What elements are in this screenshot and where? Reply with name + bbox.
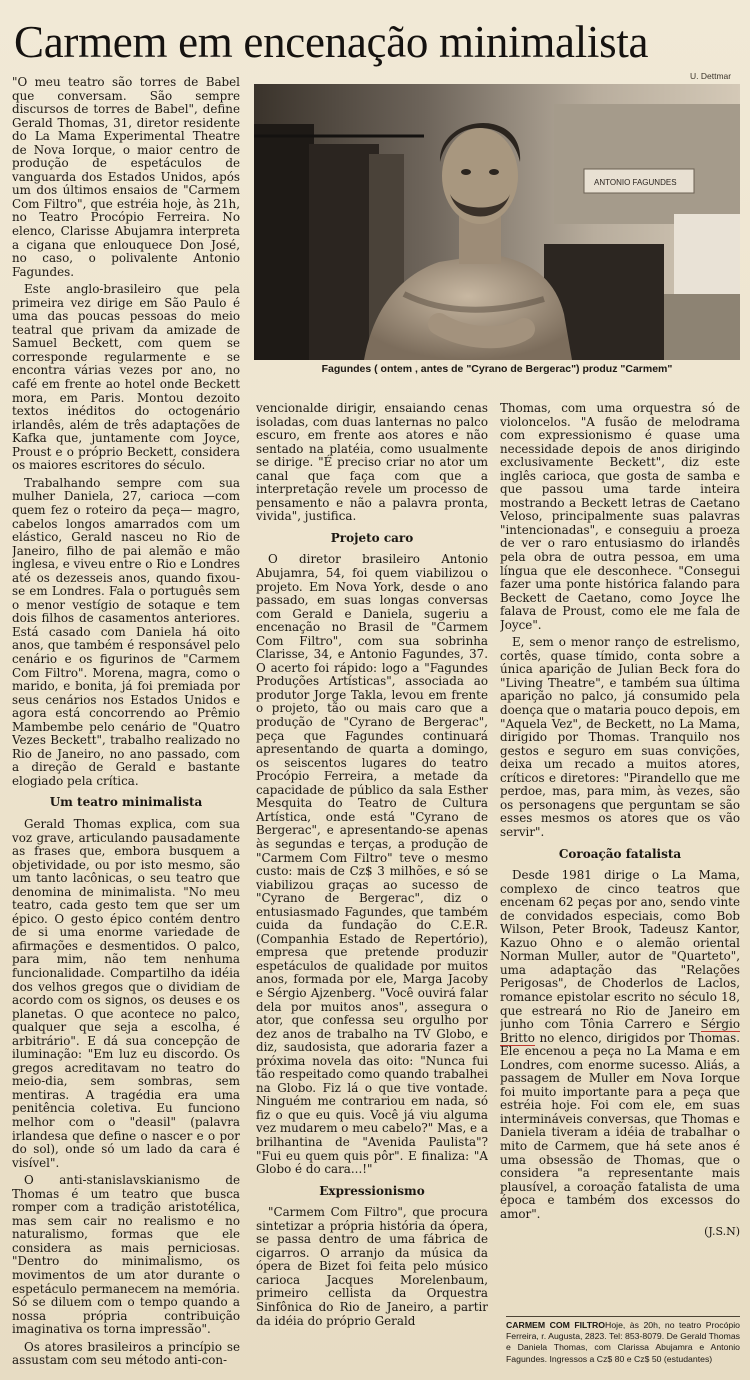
paragraph: E, sem o menor ranço de estrelismo, cortês, quase tímido, conta sobre a única aparição de Julian Beck fora do "Living Theatre", e também sua última aparição no palco, já consumido pela doença que o mataria pouco depois, em "Aquela Vez", de Beckett, no La Mama, dirigido por Thomas. Tranquilo nos gestos e seguro em suas convições, deixa um recado a muitos atores, críticos e diretores: "Pirandello que me perdoe, mas, para mim, às vezes, são os personagens que perguntam se são esses mesmos os atores que os vão servir". [500, 635, 740, 839]
paragraph: Gerald Thomas explica, com sua voz grave, articulando pausadamente as frases que, embora busquem a objetividade, ou por isto mesmo, são um tanto lacônicas, o seu teatro que denomina de minimalista. "No meu teatro, cada gesto tem que ser um épico. O gesto épico contém dentro de si uma enorme variedade de afirmações e desmentidos. O palco, para mim, não tem nenhuma funcionalidade. Compartilho da idéia dos velhos gregos que o dividiam de acordo com os signos, os deuses e os planetas. O que acontece no palco, qualquer que seja a escolha, é arbitrário". E dá sua concepção de iluminação: "Em luz eu discordo. Os gregos acreditavam no teatro do meio-dia, sem sombras, sem mentiras. A tragédia era uma penitência coletiva. Eu funciono melhor com o "deasil" (palavra irlandesa que define o nascer e o por do sol), onde só um lado da cara é visível". [12, 816, 240, 1170]
divider-line [506, 1316, 740, 1317]
text-run: no elenco, dirigidos por Thomas. Ele encenou a peça no La Mama e em Londres, com enorme sucesso. Aliás, a passagem de Muller em Nova Iorque foi muito importante para a peça que estréia hoje. Foi com ele, em suas intermináveis conversas, que Thomas e Daniela tiveram a idéia de trabalhar o mito de Carmem, que há sete anos é uma obsessão de Thomas, que o considera "a representante mais plausível, a coroação fatalista de uma época e também dos excessos do amor". [500, 1030, 740, 1221]
paragraph: vencionalde dirigir, ensaiando cenas isoladas, com duas lanternas no palco escuro, em frente aos atores e não sentado na platéia, como usualmente se dirige. "É preciso criar no ator um canal que faça com que a interpretação revele um processo de pensamento e não a palavra pronta, vivida", justifica. [256, 402, 488, 524]
headline: Carmem em encenação minimalista [14, 17, 649, 67]
underlined-name: Sérgio Britto [500, 1017, 740, 1045]
photo-sign-label: ANTONIO FAGUNDES [594, 178, 677, 187]
paragraph: Trabalhando sempre com sua mulher Daniela, 27, carioca —com quem fez o roteiro da peça— magro, cabelos longos amarrados com um elástico, Gerald nasceu no Rio de Janeiro, filho de pai alemão e mão inglesa, e viveu entre o Rio e Londres até os dezesseis anos, quando fixou-se em Londres. Fala o português sem o menor vestígio de sotaque e tem dois filhos de casamentos anteriores. Está casado com Daniela há oito anos, que também é responsável pelo cenário e os figurinos de "Carmem Com Filtro". Morena, magra, como o marido, e bonita, já foi premiada por seus cenários nos Estados Unidos e agora está concorrendo ao Prêmio Mambembe pelo cenário de "Quatro Vezes Beckett", trabalho realizado no Rio de Janeiro, no ano passado, com a direção de Gerald e bastante elogiado pela crítica. [12, 475, 240, 788]
event-info-title: CARMEM COM FILTRO [506, 1320, 606, 1330]
paragraph: Este anglo-brasileiro que pela primeira vez dirige em São Paulo é uma das poucas pessoas do meio teatral que privam da amizade de Samuel Beckett, com quem se corresponde regularmente e se encontra várias vezes por ano, no café em frente ao hotel onde Beckett mora, em Paris. Montou dezoito textos inéditos do octogenário irlandês, além de três adaptações de Kafka que, juntamente com Joyce, Proust e o próprio Beckett, considera os maiores escritores do século. [12, 282, 240, 473]
photograph [254, 84, 740, 360]
text-run: Desde 1981 dirige o La Mama, complexo de cinco teatros que encenam 62 peças por ano, sendo vinte de convidados especiais, como Bob Wilson, Peter Brook, Tadeusz Kantor, Kazuo Ohno e o alemão oriental Norman Muller, autor de "Quarteto", uma adaptação das "Relações Perigosas", de Choderlos de Laclos, romance epistolar escrito no século 18, que estreará no Rio de Janeiro em junho com Tônia Carrero e [500, 868, 740, 1032]
photo-illustration [254, 84, 740, 360]
subheading: Expressionismo [319, 1183, 425, 1198]
subheading: Projeto caro [330, 530, 414, 545]
column-1 [12, 76, 240, 1376]
paragraph [500, 869, 740, 1221]
paragraph: Os atores brasileiros a princípio se assustam com seu método anti-con- [12, 1339, 240, 1368]
paragraph: O diretor brasileiro Antonio Abujamra, 54, foi quem viabilizou o projeto. Em Nova York, desde o ano passado, em suas longas conversas com Gerald e Daniela, sugeriu a encenação no Brasil de "Carmem Com Filtro", com sua sobrinha Clarisse, 34, e Antonio Fagundes, 37. O acerto foi rápido: logo a "Fagundes Produções Artísticas", associada ao produtor Jorge Takla, levou em frente o projeto, tão ou mais caro que a produção de "Cyrano de Bergerac", peça que Fagundes continuará apresentando de quarta a domingo, os seiscentos lugares do teatro Procópio Ferreira, a metade da capacidade de público da sala Esther Mesquita do Teatro de Cultura Artística, onde está "Cyrano de Bergerac", e apresentando-se apenas às segundas e terças, a produção de "Carmem Com Filtro" teve o mesmo custo: mais de Cz$ 3 milhões, e só se viabilizou graças ao sucesso de "Cyrano de Bergerac", diz o entusiasmado Fagundes, que também cuida da fundação do C.E.R. (Companhia Estado de Repertório), empresa que pretende produzir espetáculos de qualidade por muitos anos, formada por ele, Marga Jacoby e Sérgio Ajzenberg. "Você ouvirá falar dela por muitos anos", assegura o ator, que confessa seu orgulho por dez anos de trabalho na TV Globo, e diz, saudosista, que adoraria fazer a próxima novela das oito: "Nunca fui tão respeitado como quando trabalhei na Globo. Fiz lá o que tive vontade. Ninguém me contrariou em nada, só fiz o que eu quis. Você já viu alguma vez mudarem o meu cabelo?" Mas, e a brilhantina de "Avenida Paulista"? "Fui eu quem quis pôr". E finaliza: "A Globo é do cara...!" [256, 552, 488, 1177]
photo-credit: U. Dettmar [690, 71, 732, 81]
paragraph: "Carmem Com Filtro", que procura sintetizar a própria história da ópera, se passa dentro de uma fábrica de cigarros. O arranjo da música da ópera de Bizet foi feita pelo músico carioca Jacques Morelenbaum, primeiro cellista da Orquestra Sinfônica do Rio de Janeiro, a partir da idéia do próprio Gerald [256, 1205, 488, 1328]
paragraph: O anti-stanislavskianismo de Thomas é um teatro que busca romper com a tradição aristotélica, mas sem cair no realismo e no naturalismo, formas que ele considera as mais perniciosas. "Dentro do minimalismo, os movimentos de um ator durante o espetáculo permanecem na memória. Só se diluem com o tempo quando a nossa própria contribuição imaginativa os torna impressão". [12, 1173, 240, 1337]
author-signature: (J.S.N) [704, 1225, 740, 1239]
paragraph: "O meu teatro são torres de Babel que conversam. São sempre discursos de torres de Babel", define Gerald Thomas, 31, diretor residente do La Mama Experimental Theatre de Nova Iorque, o maior centro de produção de espetáculos de vanguarda dos Estados Unidos, após um dos últimos ensaios de "Carmem Com Filtro", que estréia hoje, às 21h, no Teatro Procópio Ferreira. No elenco, Clarisse Abujamra interpreta a cigana que enlouquece Don José, no caso, o polivalente Antonio Fagundes. [12, 76, 240, 279]
paragraph: Thomas, com uma orquestra só de violoncelos. "A fusão de melodrama com expressionismo é quase uma necessidade depois de anos dirigindo exclusivamente Beckett", diz este inglês carioca, que gosta de samba e que passou uma tarde inteira mostrando a Beckett letras de Caetano Veloso, principalmente suas palavras "intencionadas", e conseguiu a proeza de ver o raro entusiasmo do irlandês pela obra de outra pessoa, em uma língua que ele desconhece. "Consegui fazer uma ponte histórica falando para Beckett de Caetano, como Joyce lhe falava de Proust, como ele me fala de Joyce". [500, 402, 740, 632]
subheading: Coroação fatalista [558, 846, 682, 861]
event-info-text: Hoje, às 20h, no teatro Procópio Ferreira, r. Augusta, 2823. Tel: 853-8079. De Gerald Thomas e Daniela Thomas, com Clarissa Abujamra e Antonio Fagundes. Ingressos a Cz$ 80 e Cz$ 50 (estudantes) [506, 1320, 740, 1364]
event-info-box [506, 1320, 740, 1365]
subheading: Um teatro minimalista [49, 795, 203, 810]
column-2 [256, 402, 488, 1378]
photo-caption [254, 363, 740, 375]
column-3 [500, 402, 740, 1378]
photo-caption-text: Fagundes ( ontem , antes de "Cyrano de Bergerac") produz "Carmem" [321, 363, 673, 375]
